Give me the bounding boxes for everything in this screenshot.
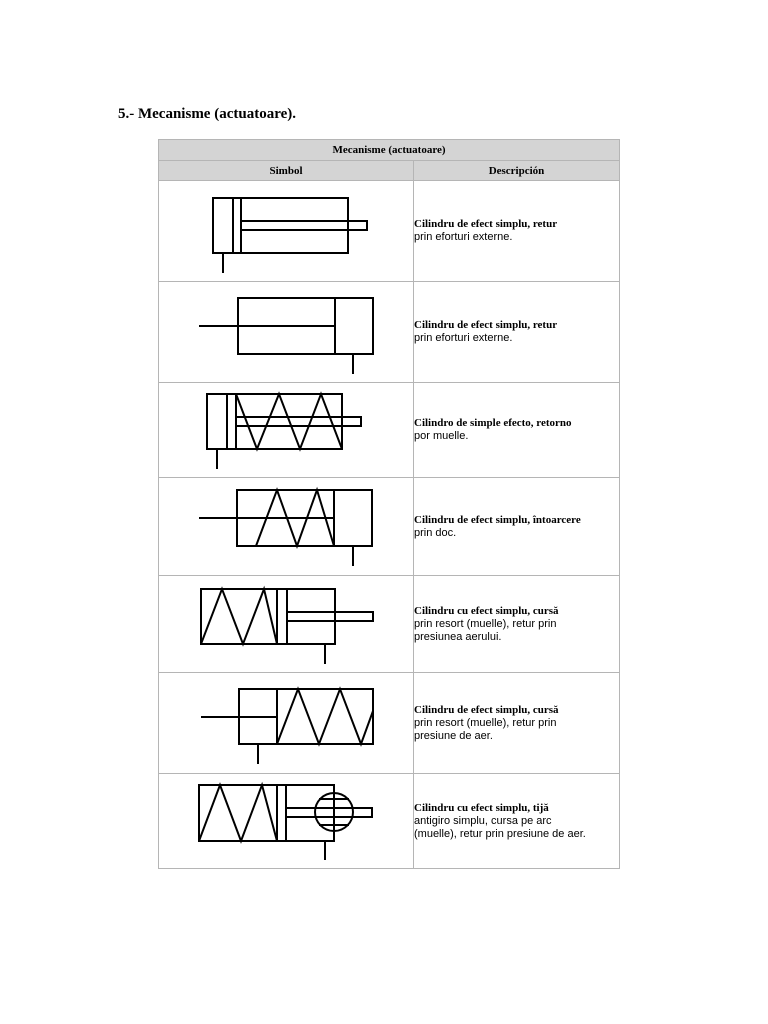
description-title: Cilindru de efect simplu, retur xyxy=(414,319,558,331)
description-cell xyxy=(414,774,620,869)
table-row xyxy=(159,383,620,478)
description-text: antigiro simplu, cursa pe arc (muelle), retur prin presiune de aer. xyxy=(414,814,586,840)
column-header-symbol: Simbol xyxy=(159,161,414,181)
description-title: Cilindru de efect simplu, cursă xyxy=(414,703,559,716)
description-text: por muelle. xyxy=(414,430,469,442)
single-acting-cylinder-spring-extend-icon xyxy=(159,576,414,672)
single-acting-cylinder-spring-extend-reverse-icon xyxy=(159,673,414,773)
description-cell xyxy=(414,673,620,774)
symbol-cell xyxy=(159,181,414,282)
table-row xyxy=(159,181,620,282)
description-cell xyxy=(414,576,620,673)
table-row xyxy=(159,576,620,673)
table-row xyxy=(159,478,620,576)
description-title: Cilindru de efect simplu, întoarcere xyxy=(414,513,581,526)
description-title: Cilindro de simple efecto, retorno xyxy=(414,417,572,429)
description-text: prin eforturi externe. xyxy=(414,332,513,344)
section-heading: 5.- Mecanisme (actuatoare). xyxy=(118,106,296,122)
single-acting-cylinder-external-return-right-port-icon xyxy=(159,282,414,382)
description-text: prin resort (muelle), retur prin presiune de aer. xyxy=(414,716,557,742)
table-caption: Mecanisme (actuatoare) xyxy=(159,140,620,161)
symbol-cell xyxy=(159,478,414,576)
description-title: Cilindru de efect simplu, retur xyxy=(414,218,558,230)
description-text: prin doc. xyxy=(414,526,457,539)
description-cell xyxy=(414,383,620,478)
symbol-cell xyxy=(159,673,414,774)
description-title: Cilindru cu efect simplu, cursă xyxy=(414,604,559,617)
actuators-table xyxy=(158,139,620,869)
table-row xyxy=(159,282,620,383)
symbol-cell xyxy=(159,774,414,869)
column-header-description: Descripción xyxy=(414,161,620,181)
single-acting-cylinder-spring-return-reverse-icon xyxy=(159,478,414,575)
description-title: Cilindru cu efect simplu, tijă xyxy=(414,801,549,814)
description-text: prin resort (muelle), retur prin presiunea aerului. xyxy=(414,617,557,643)
single-acting-cylinder-external-return-left-port-icon xyxy=(159,181,414,281)
symbol-cell xyxy=(159,576,414,673)
description-cell xyxy=(414,478,620,576)
description-text: prin eforturi externe. xyxy=(414,231,513,243)
table-caption-row xyxy=(159,140,620,161)
symbol-cell xyxy=(159,282,414,383)
table-row xyxy=(159,774,620,869)
single-acting-cylinder-antirotation-rod-icon xyxy=(159,774,414,868)
description-cell xyxy=(414,282,620,383)
description-cell xyxy=(414,181,620,282)
symbol-cell xyxy=(159,383,414,478)
single-acting-cylinder-spring-return-icon xyxy=(159,383,414,477)
table-row xyxy=(159,673,620,774)
table-header-row xyxy=(159,161,620,181)
